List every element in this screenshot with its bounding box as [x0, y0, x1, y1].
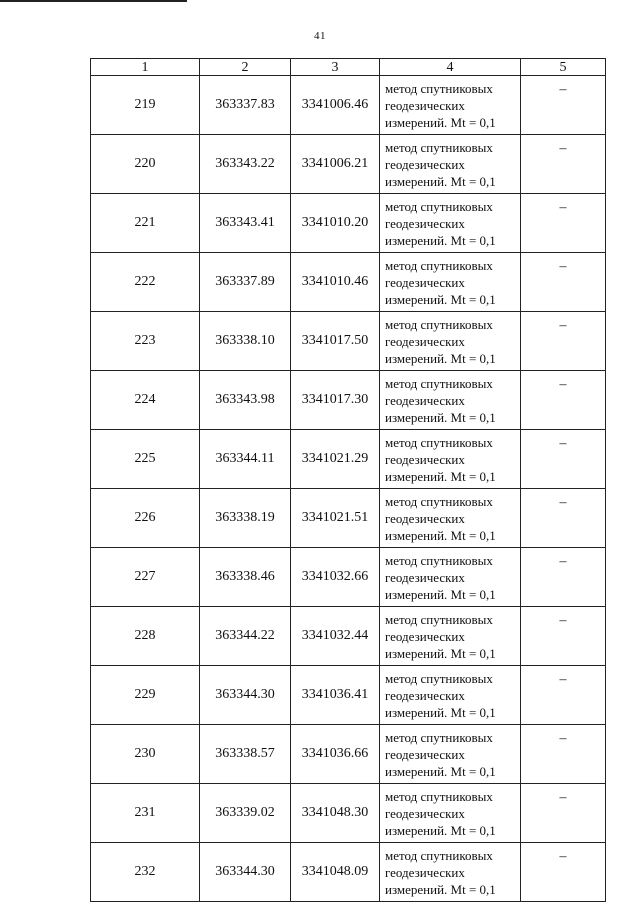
y-coordinate-cell: 3341017.30: [291, 371, 380, 430]
method-line: геодезических: [385, 864, 465, 880]
x-coordinate-cell: 363344.22: [200, 607, 291, 666]
y-coordinate-cell: 3341048.09: [291, 843, 380, 902]
x-coordinate-cell: 363338.46: [200, 548, 291, 607]
method-cell: [380, 725, 521, 784]
method-line: измерений. Mt = 0,1: [385, 232, 496, 248]
column-header-1: 1: [91, 59, 200, 76]
x-coordinate-cell: 363338.19: [200, 489, 291, 548]
point-number-cell: 227: [91, 548, 200, 607]
method-cell: [380, 312, 521, 371]
table-row: [91, 430, 606, 489]
x-coordinate-cell: 363343.41: [200, 194, 291, 253]
note-cell: –: [521, 371, 606, 430]
note-cell: –: [521, 843, 606, 902]
method-line: измерений. Mt = 0,1: [385, 704, 496, 720]
method-line: метод спутниковых: [385, 788, 493, 804]
point-number-cell: 223: [91, 312, 200, 371]
column-header-5: 5: [521, 59, 606, 76]
point-number-cell: 232: [91, 843, 200, 902]
table-row: [91, 371, 606, 430]
method-line: геодезических: [385, 805, 465, 821]
table-row: [91, 725, 606, 784]
method-cell: [380, 548, 521, 607]
table-row: [91, 548, 606, 607]
y-coordinate-cell: 3341036.41: [291, 666, 380, 725]
method-cell: [380, 784, 521, 843]
method-line: измерений. Mt = 0,1: [385, 409, 496, 425]
method-line: геодезических: [385, 510, 465, 526]
table-row: [91, 607, 606, 666]
method-line: измерений. Mt = 0,1: [385, 527, 496, 543]
note-cell: –: [521, 666, 606, 725]
note-cell: –: [521, 312, 606, 371]
method-line: геодезических: [385, 687, 465, 703]
table-row: [91, 312, 606, 371]
x-coordinate-cell: 363344.11: [200, 430, 291, 489]
point-number-cell: 224: [91, 371, 200, 430]
method-line: измерений. Mt = 0,1: [385, 468, 496, 484]
method-line: геодезических: [385, 746, 465, 762]
y-coordinate-cell: 3341021.29: [291, 430, 380, 489]
table-row: [91, 489, 606, 548]
note-cell: –: [521, 607, 606, 666]
point-number-cell: 229: [91, 666, 200, 725]
point-number-cell: 226: [91, 489, 200, 548]
note-cell: –: [521, 725, 606, 784]
method-cell: [380, 843, 521, 902]
method-line: метод спутниковых: [385, 198, 493, 214]
y-coordinate-cell: 3341010.20: [291, 194, 380, 253]
method-line: метод спутниковых: [385, 257, 493, 273]
note-cell: –: [521, 253, 606, 312]
method-line: геодезических: [385, 569, 465, 585]
table-row: [91, 843, 606, 902]
method-line: метод спутниковых: [385, 316, 493, 332]
x-coordinate-cell: 363339.02: [200, 784, 291, 843]
note-cell: –: [521, 430, 606, 489]
y-coordinate-cell: 3341006.46: [291, 76, 380, 135]
method-line: измерений. Mt = 0,1: [385, 763, 496, 779]
note-cell: –: [521, 784, 606, 843]
method-line: метод спутниковых: [385, 139, 493, 155]
method-cell: [380, 489, 521, 548]
point-number-cell: 222: [91, 253, 200, 312]
page-number: 41: [314, 30, 326, 42]
method-cell: [380, 135, 521, 194]
point-number-cell: 230: [91, 725, 200, 784]
method-line: геодезических: [385, 333, 465, 349]
x-coordinate-cell: 363344.30: [200, 843, 291, 902]
method-line: геодезических: [385, 451, 465, 467]
method-line: метод спутниковых: [385, 80, 493, 96]
method-line: измерений. Mt = 0,1: [385, 173, 496, 189]
table-row: [91, 135, 606, 194]
note-cell: –: [521, 489, 606, 548]
method-line: метод спутниковых: [385, 847, 493, 863]
table-row: [91, 194, 606, 253]
top-left-rule: [0, 0, 187, 2]
method-line: геодезических: [385, 156, 465, 172]
method-line: метод спутниковых: [385, 434, 493, 450]
method-cell: [380, 666, 521, 725]
table-row: [91, 76, 606, 135]
y-coordinate-cell: 3341036.66: [291, 725, 380, 784]
y-coordinate-cell: 3341032.66: [291, 548, 380, 607]
table-row: [91, 784, 606, 843]
y-coordinate-cell: 3341010.46: [291, 253, 380, 312]
method-line: метод спутниковых: [385, 611, 493, 627]
method-cell: [380, 253, 521, 312]
method-line: метод спутниковых: [385, 670, 493, 686]
method-line: геодезических: [385, 274, 465, 290]
table-row: [91, 666, 606, 725]
method-line: метод спутниковых: [385, 493, 493, 509]
method-line: измерений. Mt = 0,1: [385, 291, 496, 307]
method-line: измерений. Mt = 0,1: [385, 114, 496, 130]
table-row: [91, 253, 606, 312]
x-coordinate-cell: 363338.10: [200, 312, 291, 371]
method-line: измерений. Mt = 0,1: [385, 645, 496, 661]
method-line: измерений. Mt = 0,1: [385, 822, 496, 838]
note-cell: –: [521, 548, 606, 607]
method-line: геодезических: [385, 97, 465, 113]
method-cell: [380, 430, 521, 489]
note-cell: –: [521, 135, 606, 194]
method-cell: [380, 76, 521, 135]
x-coordinate-cell: 363337.83: [200, 76, 291, 135]
method-line: метод спутниковых: [385, 552, 493, 568]
x-coordinate-cell: 363338.57: [200, 725, 291, 784]
y-coordinate-cell: 3341017.50: [291, 312, 380, 371]
y-coordinate-cell: 3341032.44: [291, 607, 380, 666]
table-body: [91, 76, 606, 902]
point-number-cell: 228: [91, 607, 200, 666]
method-cell: [380, 607, 521, 666]
method-line: измерений. Mt = 0,1: [385, 350, 496, 366]
x-coordinate-cell: 363344.30: [200, 666, 291, 725]
note-cell: –: [521, 194, 606, 253]
y-coordinate-cell: 3341048.30: [291, 784, 380, 843]
point-number-cell: 225: [91, 430, 200, 489]
method-cell: [380, 371, 521, 430]
y-coordinate-cell: 3341021.51: [291, 489, 380, 548]
method-line: метод спутниковых: [385, 729, 493, 745]
table-header: [91, 59, 606, 76]
x-coordinate-cell: 363337.89: [200, 253, 291, 312]
column-header-4: 4: [380, 59, 521, 76]
method-line: измерений. Mt = 0,1: [385, 881, 496, 897]
coordinates-table: [90, 58, 606, 902]
x-coordinate-cell: 363343.98: [200, 371, 291, 430]
method-line: геодезических: [385, 215, 465, 231]
y-coordinate-cell: 3341006.21: [291, 135, 380, 194]
method-line: измерений. Mt = 0,1: [385, 586, 496, 602]
method-cell: [380, 194, 521, 253]
point-number-cell: 221: [91, 194, 200, 253]
method-line: геодезических: [385, 628, 465, 644]
point-number-cell: 220: [91, 135, 200, 194]
header-row: [91, 59, 606, 76]
note-cell: –: [521, 76, 606, 135]
point-number-cell: 219: [91, 76, 200, 135]
column-header-2: 2: [200, 59, 291, 76]
method-line: метод спутниковых: [385, 375, 493, 391]
method-line: геодезических: [385, 392, 465, 408]
x-coordinate-cell: 363343.22: [200, 135, 291, 194]
point-number-cell: 231: [91, 784, 200, 843]
column-header-3: 3: [291, 59, 380, 76]
